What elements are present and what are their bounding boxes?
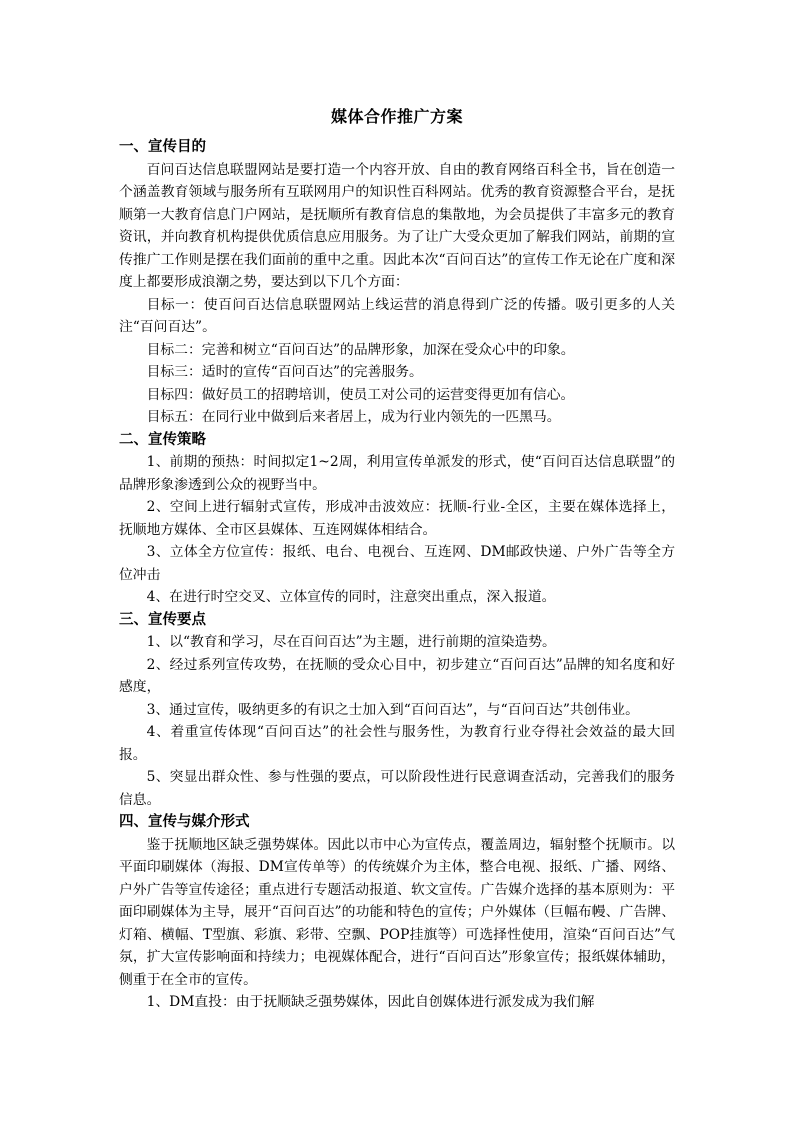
paragraph: 1、以“教育和学习，尽在百问百达”为主题，进行前期的渲染造势。 bbox=[146, 634, 556, 650]
section-purpose bbox=[119, 136, 675, 429]
paragraph: 2、空间上进行辐射式宣传，形成冲击波效应：抚顺-行业-全区，主要在媒体选择上，抚顺地方媒体、全市区县媒体、互连网媒体相结合。 bbox=[119, 499, 675, 538]
paragraph: 4、在进行时空交叉、立体宣传的同时，注意突出重点，深入报道。 bbox=[146, 589, 556, 605]
paragraph: 目标五：在同行业中做到后来者居上，成为行业内领先的一匹黑马。 bbox=[146, 409, 561, 425]
section-heading: 三、宣传要点 bbox=[119, 610, 206, 628]
section-heading: 一、宣传目的 bbox=[119, 138, 206, 155]
section-key-points bbox=[119, 609, 675, 812]
paragraph: 目标四：做好员工的招聘培训，使员工对公司的运营变得更加有信心。 bbox=[146, 386, 575, 403]
paragraph: 5、突显出群众性、参与性强的要点，可以阶段性进行民意调查活动，完善我们的服务信息。 bbox=[119, 769, 675, 808]
section-heading: 四、宣传与媒介形式 bbox=[119, 813, 250, 830]
paragraph: 目标三：适时的宣传“百问百达”的完善服务。 bbox=[146, 364, 423, 380]
paragraph: 2、经过系列宣传攻势，在抚顺的受众心目中，初步建立“百问百达”品牌的知名度和好感度， bbox=[119, 656, 675, 695]
section-heading: 二、宣传策略 bbox=[119, 430, 206, 448]
paragraph: 百问百达信息联盟网站是要打造一个内容开放、自由的教育网络百科全书，旨在创造一个涵盖教育领域与服务所有互联网用户的知识性百科网站。优秀的教育资源整合平台，是抚顺第一大教育信息门户网站，是抚顺所有教育信息的集散地，为会员提供了丰富多元的教育资讯，并向教育机构提供优质信息应用服务。为了让广大受众更加了解我们网站，前期的宣传推广工作则是摆在我们面前的重中之重。因此本次“百问百达”的宣传工作无论在广度和深度上都要形成浪潮之势，要达到以下几个方面： bbox=[119, 161, 675, 290]
paragraph: 1、DM直投：由于抚顺缺乏强势媒体，因此自创媒体进行派发成为我们解 bbox=[146, 994, 595, 1010]
document-page bbox=[119, 104, 675, 1014]
paragraph: 3、立体全方位宣传：报纸、电台、电视台、互连网、DM邮政快递、户外广告等全方位冲击 bbox=[119, 544, 675, 583]
paragraph: 1、前期的预热：时间拟定1~2周，利用宣传单派发的形式，使“百问百达信息联盟”的品牌形象渗透到公众的视野当中。 bbox=[119, 454, 675, 493]
section-media bbox=[119, 811, 675, 1014]
document-title: 媒体合作推广方案 bbox=[330, 107, 463, 126]
paragraph: 鉴于抚顺地区缺乏强势媒体。因此以市中心为宣传点，覆盖周边，辐射整个抚顺市。以平面印刷媒体（海报、DM宣传单等）的传统媒介为主体，整合电视、报纸、广播、网络、户外广告等宣传途径；重点进行专题活动报道、软文宣传。广告媒介选择的基本原则为：平面印刷媒体为主导，展开“百问百达”的功能和特色的宣传；户外媒体（巨幅布幔、广告牌、灯箱、横幅、T型旗、彩旗、彩带、空飘、POP挂旗等）可选择性使用，渲染“百问百达”气氛，扩大宣传影响面和持续力；电视媒体配合，进行“百问百达”形象宣传；报纸媒体辅助，侧重于在全市的宣传。 bbox=[119, 836, 675, 988]
section-strategy bbox=[119, 429, 675, 609]
paragraph: 目标二：完善和树立“百问百达”的品牌形象，加深在受众心中的印象。 bbox=[146, 341, 575, 358]
paragraph: 目标一：使百问百达信息联盟网站上线运营的消息得到广泛的传播。吸引更多的人关注“百问百达”。 bbox=[119, 296, 675, 335]
paragraph: 3、通过宣传，吸纳更多的有识之士加入到“百问百达”，与“百问百达”共创伟业。 bbox=[146, 701, 639, 718]
paragraph: 4、着重宣传体现“百问百达”的社会性与服务性，为教育行业夺得社会效益的最大回报。 bbox=[119, 724, 675, 763]
